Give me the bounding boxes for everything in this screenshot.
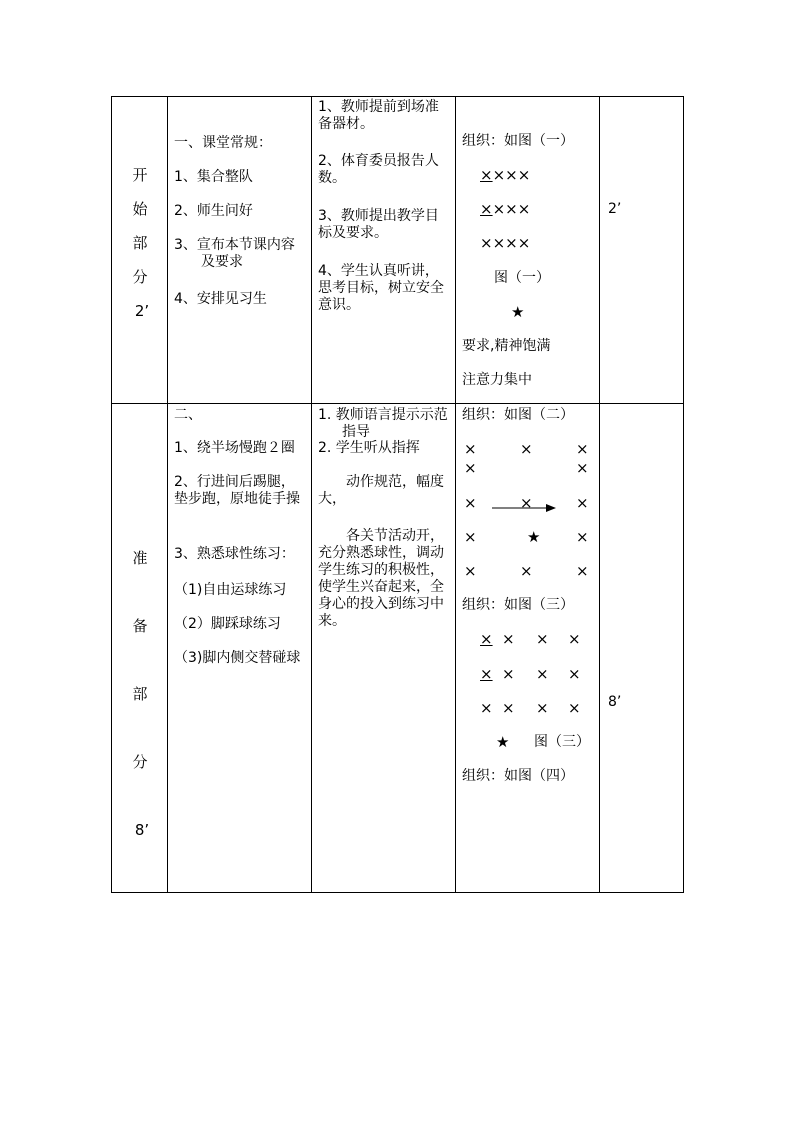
section-name-char: 备 [132, 617, 148, 635]
section-name-char: 始 [132, 200, 148, 218]
cross-mark: × [464, 494, 477, 512]
section-name-char: 部 [132, 685, 148, 703]
teacher-line: 各关节活动开，充分熟悉球性，调动学生练习的积极性，使学生兴奋起来，全身心的投入到练习中来。 [318, 528, 444, 629]
cross-mark: × [464, 562, 477, 580]
content-line: （1)自由运球练习 [174, 582, 287, 598]
content-line: 2、师生问好 [174, 203, 253, 219]
formation-row: ×××× [480, 234, 531, 252]
content-line: 一、课堂常规： [174, 135, 272, 151]
section-name-char: 分 [132, 268, 148, 286]
section-name-cell [112, 97, 168, 404]
cross-mark: × [536, 699, 549, 717]
content-line: （2）脚踩球练习 [174, 616, 281, 632]
content-line: 二、 [174, 407, 202, 423]
requirement-line: 注意力集中 [462, 372, 532, 388]
cross-mark: × [576, 440, 589, 458]
teacher-line: 2、体育委员报告人数。 [318, 153, 439, 186]
cross-mark: × [502, 699, 515, 717]
cross-mark: × [480, 665, 493, 683]
teacher-line: 2. 学生听从指挥 [318, 440, 420, 456]
cross-mark: × [576, 494, 589, 512]
organization-label: 组织：如图（二） [462, 407, 574, 423]
section-row-start [112, 97, 684, 404]
figure-caption: 图（三） [534, 734, 590, 750]
cross-mark: × [502, 630, 515, 648]
section-name-char: 开 [132, 166, 148, 184]
time-value: 2’ [608, 201, 622, 217]
teacher-activity-cell [312, 97, 456, 404]
organization-cell [456, 97, 600, 404]
teacher-line: 4、学生认真听讲，思考目标，树立安全意识。 [318, 263, 444, 313]
formation-row: ×××× [480, 166, 531, 184]
teacher-star-icon: ★ [511, 303, 525, 321]
teacher-line: 1、教师提前到场准备器材。 [318, 99, 439, 132]
content-line: 1、绕半场慢跑２圈 [174, 440, 295, 456]
cross-mark: × [536, 665, 549, 683]
section-name-char: 准 [132, 549, 148, 567]
cross-mark: × [480, 699, 493, 717]
cross-mark: × [568, 699, 581, 717]
requirement-line: 要求,精神饱满 [462, 338, 551, 354]
cross-mark: × [464, 440, 477, 458]
lesson-plan-table [111, 96, 684, 893]
organization-cell [456, 404, 600, 893]
figure-caption: 图（一） [494, 270, 550, 286]
cross-mark: × [502, 665, 515, 683]
cross-mark: × [520, 562, 533, 580]
content-line: 3、熟悉球性练习： [174, 546, 295, 562]
cross-mark: × [568, 630, 581, 648]
cross-mark: × [520, 494, 533, 512]
section-duration: 8’ [134, 821, 150, 839]
organization-label: 组织：如图（四） [462, 768, 574, 784]
time-cell [600, 404, 684, 893]
teacher-star-icon: ★ [496, 733, 510, 751]
time-value: 8’ [608, 694, 622, 710]
section-duration: 2’ [134, 302, 150, 320]
cross-mark: × [576, 562, 589, 580]
cross-mark: × [576, 528, 589, 546]
content-cell [168, 404, 312, 893]
organization-label: 组织：如图（三） [462, 597, 574, 613]
teacher-star-icon: ★ [527, 528, 541, 546]
section-row-prepare [112, 404, 684, 893]
formation-row: ×××× [480, 200, 531, 218]
cross-mark: × [464, 459, 477, 477]
time-cell [600, 97, 684, 404]
teacher-line: 1. 教师语言提示示范指导 [318, 407, 448, 440]
arrow-right-icon [492, 503, 556, 513]
content-line: （3)脚内侧交替碰球 [174, 650, 301, 666]
content-line: 1、集合整队 [174, 169, 253, 185]
cross-mark: × [576, 459, 589, 477]
content-line: 3、宣布本节课内容及要求 [174, 237, 295, 270]
content-line: 2、行进间后踢腿，垫步跑，原地徒手操 [174, 474, 300, 507]
content-cell [168, 97, 312, 404]
teacher-activity-cell [312, 404, 456, 893]
cross-mark: × [536, 630, 549, 648]
content-line: 4、安排见习生 [174, 291, 267, 307]
teacher-line: 3、教师提出教学目标及要求。 [318, 208, 439, 241]
cross-mark: × [520, 440, 533, 458]
cross-mark: × [464, 528, 477, 546]
section-name-char: 分 [132, 753, 148, 771]
cross-mark: × [568, 665, 581, 683]
section-name-cell [112, 404, 168, 893]
teacher-line: 动作规范，幅度大， [318, 474, 444, 507]
cross-mark: × [480, 630, 493, 648]
organization-label: 组织：如图（一） [462, 133, 574, 149]
section-name-char: 部 [132, 234, 148, 252]
